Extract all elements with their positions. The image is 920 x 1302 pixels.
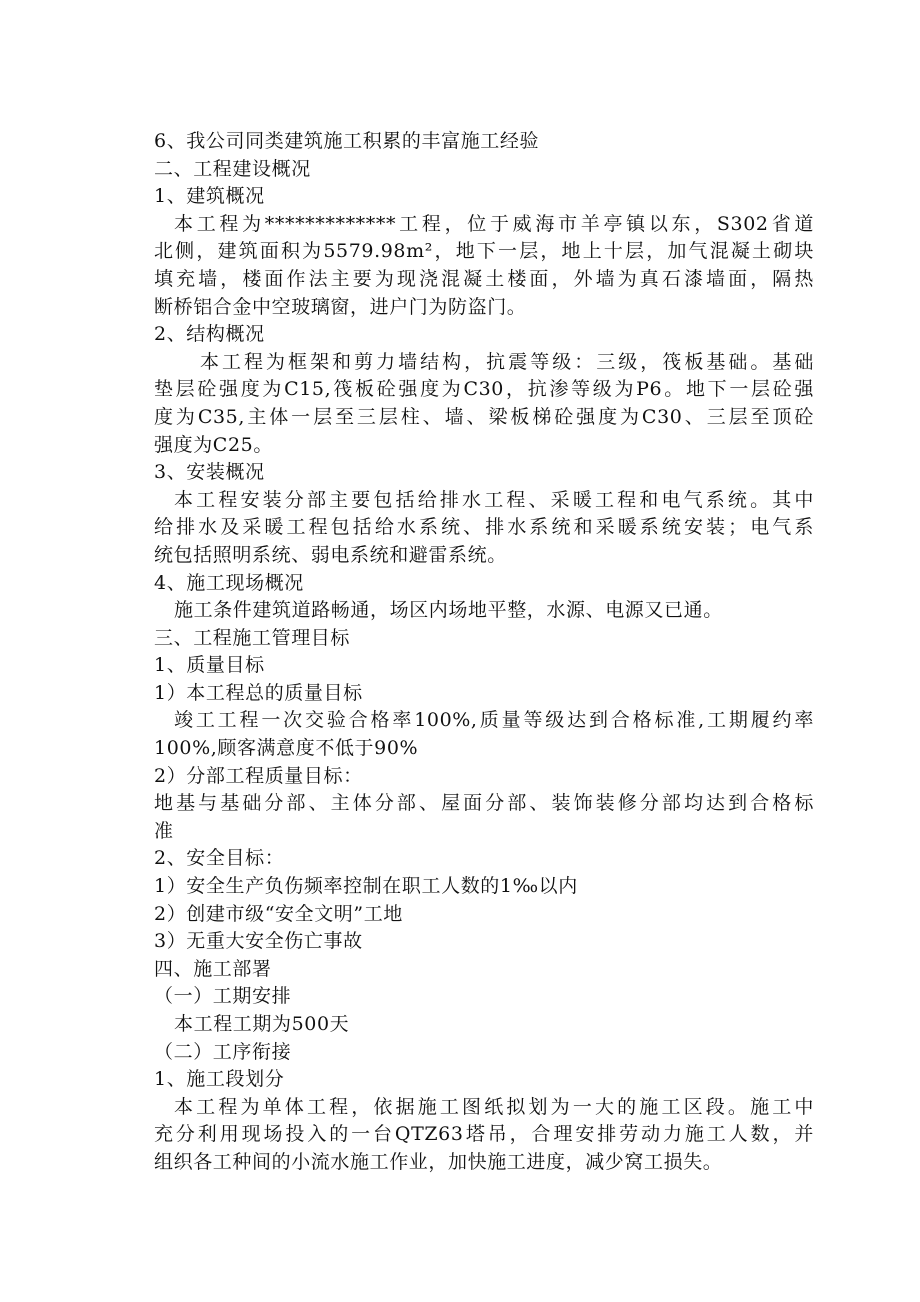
paragraph-line: 度为C35,主体一层至三层柱、墙、梁板梯砼强度为C30、三层至顶砼 (154, 405, 814, 428)
paragraph-line: 施工条件建筑道路畅通，场区内场地平整，水源、电源又已通。 (174, 599, 723, 622)
paragraph-line: 本工程工期为500天 (174, 1013, 350, 1035)
paragraph-line: 本工程为*************工程，位于威海市羊亭镇以东，S302省道 (174, 212, 814, 235)
list-item: 1）安全生产负伤频率控制在职工人数的1‰以内 (154, 875, 578, 898)
subheading-site-overview: 4、施工现场概况 (154, 571, 304, 594)
document-page (154, 128, 814, 1177)
paragraph-line: 填充墙，楼面作法主要为现浇混凝土楼面，外墙为真石漆墙面，隔热 (154, 267, 814, 290)
subheading-safety-goal: 2、安全目标： (154, 847, 285, 870)
paragraph-line: 北侧，建筑面积为5579.98m²，地下一层，地上十层，加气混凝土砌块 (154, 240, 814, 263)
paragraph-line: 强度为C25。 (154, 433, 273, 456)
list-item: 2）创建市级“安全文明”工地 (154, 902, 403, 925)
paragraph-line: 充分利用现场投入的一台QTZ63塔吊，合理安排劳动力施工人数，并 (154, 1123, 814, 1146)
subheading-section-division: 1、施工段划分 (154, 1068, 285, 1091)
list-item-experience: 6、我公司同类建筑施工积累的丰富施工经验 (154, 130, 540, 152)
paragraph-line: 竣工工程一次交验合格率100%,质量等级达到合格标准,工期履约率 (174, 709, 814, 732)
paragraph-line: 地基与基础分部、主体分部、屋面分部、装饰装修分部均达到合格标 (154, 792, 814, 815)
paragraph-line: 组织各工种间的小流水施工作业，加快施工进度，减少窝工损失。 (154, 1150, 723, 1173)
section-heading-overview: 二、工程建设概况 (154, 157, 311, 180)
paragraph-line: 本工程为单体工程，依据施工图纸拟划为一大的施工区段。施工中 (174, 1095, 814, 1118)
paragraph-line: 本工程安装分部主要包括给排水工程、采暖工程和电气系统。其中 (174, 488, 814, 511)
paragraph-line: 断桥铝合金中空玻璃窗，进户门为防盗门。 (154, 295, 527, 318)
paragraph-line: 垫层砼强度为C15,筏板砼强度为C30，抗渗等级为P6。地下一层砼强 (154, 378, 814, 401)
paragraph-line: 100%,顾客满意度不低于90% (154, 737, 419, 760)
paragraph-line: 给排水及采暖工程包括给水系统、排水系统和采暖系统安装；电气系 (154, 516, 814, 539)
section-heading-management-goals: 三、工程施工管理目标 (154, 626, 351, 649)
list-item-sub-quality: 2）分部工程质量目标： (154, 764, 363, 787)
subheading-process-connection: （二）工序衔接 (154, 1040, 292, 1063)
subheading-quality-goal: 1、质量目标 (154, 654, 265, 677)
paragraph-line: 本工程为框架和剪力墙结构，抗震等级：三级，筏板基础。基础 (200, 350, 814, 373)
list-item: 3）无重大安全伤亡事故 (154, 930, 363, 953)
subheading-installation-overview: 3、安装概况 (154, 461, 265, 484)
list-item-overall-quality: 1）本工程总的质量目标 (154, 681, 363, 704)
paragraph-line: 准 (154, 819, 174, 842)
subheading-schedule: （一）工期安排 (154, 985, 292, 1008)
section-heading-deployment: 四、施工部署 (154, 957, 272, 980)
paragraph-line: 统包括照明系统、弱电系统和避雷系统。 (154, 543, 507, 566)
subheading-structure-overview: 2、结构概况 (154, 323, 265, 346)
subheading-building-overview: 1、建筑概况 (154, 185, 265, 208)
